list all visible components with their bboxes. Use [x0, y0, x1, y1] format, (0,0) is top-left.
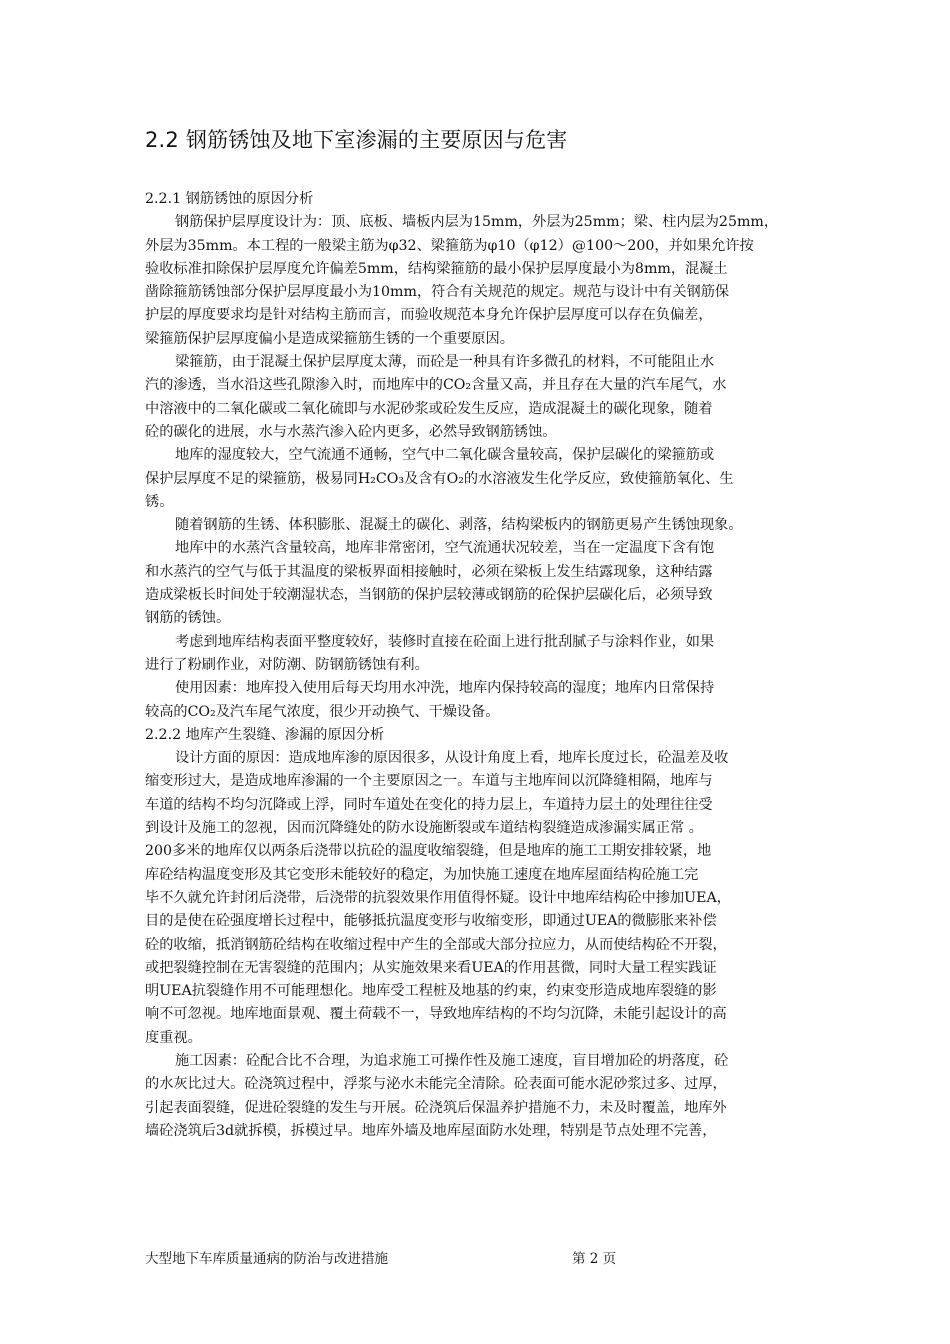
text-line: 造成梁板长时间处于较潮湿状态，当钢筋的保护层较薄或钢筋的砼保护层碳化后，必须导致 — [145, 587, 713, 604]
text-line: 响不可忽视。地库地面景观、覆土荷载不一，导致地库结构的不均匀沉降，未能引起设计的高 — [145, 1006, 727, 1023]
text-line: 毕不久就允许封闭后浇带，后浇带的抗裂效果作用值得怀疑。设计中地库结构砼中掺加UEA， — [145, 889, 731, 906]
text-line: 保护层厚度不足的梁箍筋，极易同H₂CO₃及含有O₂的水溶液发生化学反应，致使箍筋氧化、生 — [145, 470, 734, 487]
text-line: 和水蒸汽的空气与低于其温度的梁板界面相接触时，必须在梁板上发生结露现象，这种结露 — [145, 563, 713, 580]
text-line: 随着钢筋的生锈、体积膨胀、混凝土的碳化、剥落，结构梁板内的钢筋更易产生锈蚀现象。 — [175, 517, 743, 534]
text-line: 的水灰比过大。砼浇筑过程中，浮浆与泌水未能完全清除。砼表面可能水泥砂浆过多、过厚， — [145, 1076, 727, 1093]
text-line: 库砼结构温度变形及其它变形未能较好的稳定，为加快施工速度在地库屋面结构砼施工完 — [145, 866, 699, 883]
text-line: 设计方面的原因：造成地库渗的原因很多，从设计角度上看，地库长度过长，砼温差及收 — [175, 750, 729, 767]
text-line: 使用因素：地库投入使用后每天均用水冲洗，地库内保持较高的湿度；地库内日常保持 — [175, 680, 715, 697]
body-text — [145, 188, 815, 1143]
text-line: 较高的CO₂及汽车尾气浓度，很少开动换气、干燥设备。 — [145, 703, 500, 720]
text-line: 钢筋的锈蚀。 — [145, 610, 231, 627]
text-line: 汽的渗透，当水沿这些孔隙渗入时，而地库中的CO₂含量又高，并且存在大量的汽车尾气，水 — [145, 377, 727, 394]
subsection-heading: 2.2.2 地库产生裂缝、渗漏的原因分析 — [145, 726, 385, 743]
text-line: 砼的碳化的进展，水与水蒸汽渗入砼内更多，必然导致钢筋锈蚀。 — [145, 423, 557, 440]
text-line: 明UEA抗裂缝作用不可能理想化。地库受工程桩及地基的约束，约束变形造成地库裂缝的影 — [145, 983, 717, 1000]
text-line: 目的是使在砼强度增长过程中，能够抵抗温度变形与收缩变形，即通过UEA的微膨胀来补偿 — [145, 913, 717, 930]
text-line: 地库的湿度较大，空气流通不通畅，空气中二氧化碳含量较高，保护层碳化的梁箍筋或 — [175, 447, 715, 464]
text-line: 外层为35mm。本工程的一般梁主筋为φ32、梁箍筋为φ10（φ12）@100～200，并如果允许按 — [145, 237, 754, 254]
text-line: 缩变形过大，是造成地库渗漏的一个主要原因之一。车道与主地库间以沉降缝相隔，地库与 — [145, 773, 713, 790]
text-line: 锈。 — [145, 493, 174, 510]
text-line: 进行了粉刷作业，对防潮、防钢筋锈蚀有利。 — [145, 656, 429, 673]
text-line: 200多米的地库仅以两条后浇带以抗砼的温度收缩裂缝，但是地库的施工工期安排较紧，地 — [145, 843, 712, 860]
text-line: 车道的结构不均匀沉降或上浮，同时车道处在变化的持力层上，车道持力层土的处理往往受 — [145, 796, 713, 813]
text-line: 梁箍筋保护层厚度偏小是造成梁箍筋生锈的一个重要原因。 — [145, 330, 514, 347]
text-line: 墙砼浇筑后3d就拆模，拆模过早。地库外墙及地库屋面防水处理，特别是节点处理不完善， — [145, 1122, 717, 1139]
subsection-heading: 2.2.1 钢筋锈蚀的原因分析 — [145, 191, 314, 207]
text-line: 中溶液中的二氧化碳或二氧化硫即与水泥砂浆或砼发生反应，造成混凝土的碳化现象，随着 — [145, 400, 713, 417]
footer-page-number: 第 2 页 — [572, 1251, 617, 1267]
text-line: 考虑到地库结构表面平整度较好，装修时直接在砼面上进行批刮腻子与涂料作业，如果 — [175, 633, 715, 650]
text-line: 或把裂缝控制在无害裂缝的范围内；从实施效果来看UEA的作用甚微，同时大量工程实践证 — [145, 959, 717, 976]
footer-document-title: 大型地下车库质量通病的防治与改进措施 — [145, 1251, 388, 1267]
text-line: 钢筋保护层厚度设计为：顶、底板、墙板内层为15mm，外层为25mm；梁、柱内层为25mm， — [175, 214, 779, 231]
text-line: 梁箍筋，由于混凝土保护层厚度太薄，而砼是一种具有许多微孔的材料，不可能阻止水 — [175, 354, 715, 371]
text-line: 护层的厚度要求均是针对结构主筋而言，而验收规范本身允许保护层厚度可以存在负偏差， — [145, 307, 713, 324]
text-line: 度重视。 — [145, 1029, 202, 1046]
text-line: 到设计及施工的忽视，因而沉降缝处的防水设施断裂或车道结构裂缝造成渗漏实属正常 。 — [145, 820, 703, 837]
text-line: 地库中的水蒸汽含量较高，地库非常密闭，空气流通状况较差，当在一定温度下含有饱 — [175, 540, 715, 557]
text-line: 引起表面裂缝，促进砼裂缝的发生与开展。砼浇筑后保温养护措施不力，未及时覆盖，地库外 — [145, 1099, 727, 1116]
section-heading: 2.2 钢筋锈蚀及地下室渗漏的主要原因与危害 — [145, 128, 568, 152]
text-line: 验收标准扣除保护层厚度允许偏差5mm，结构梁箍筋的最小保护层厚度最小为8mm，混凝土 — [145, 260, 728, 277]
text-line: 砼的收缩，抵消钢筋砼结构在收缩过程中产生的全部或大部分拉应力，从而使结构砼不开裂， — [145, 936, 727, 953]
text-line: 凿除箍筋锈蚀部分保护层厚度最小为10mm，符合有关规范的规定。规范与设计中有关钢筋保 — [145, 284, 730, 301]
text-line: 施工因素：砼配合比不合理，为追求施工可操作性及施工速度，盲目增加砼的坍落度，砼 — [175, 1052, 729, 1069]
